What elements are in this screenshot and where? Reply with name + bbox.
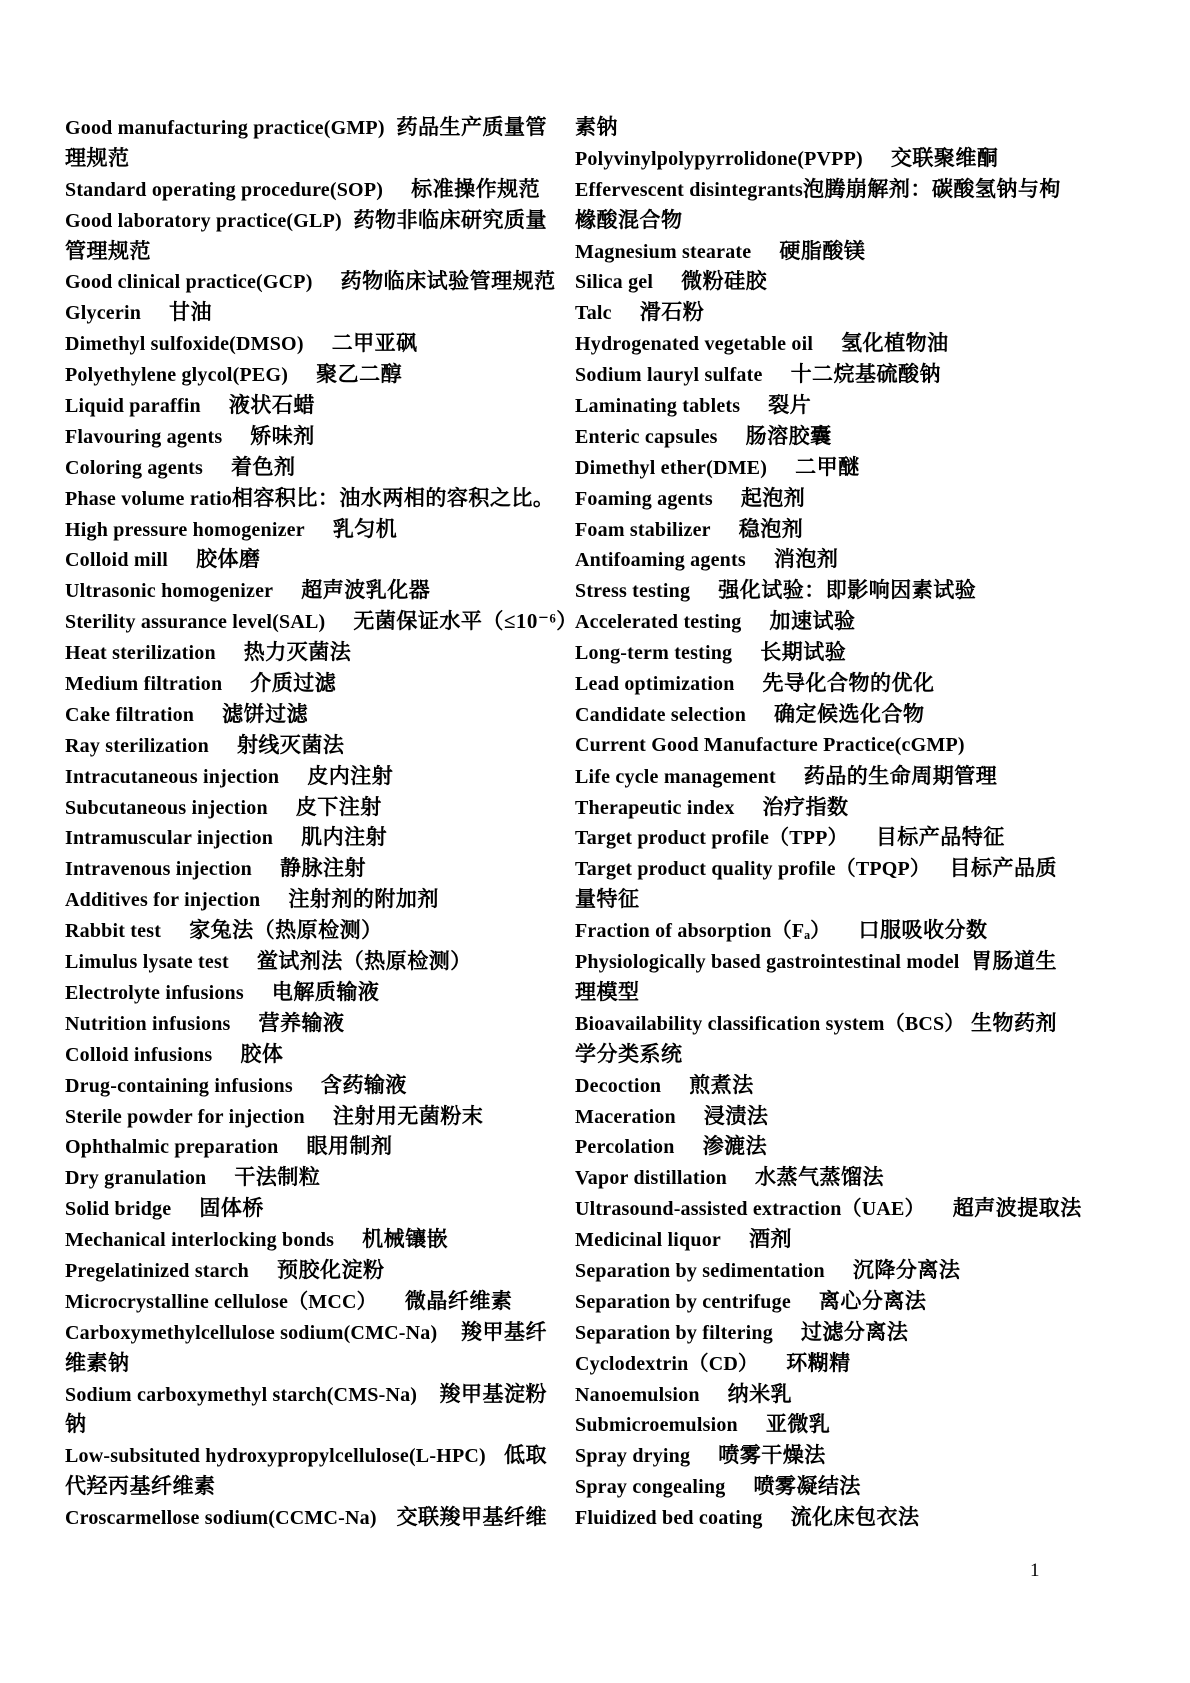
term-chinese: 橼酸混合物	[575, 207, 683, 232]
glossary-line	[575, 544, 1057, 575]
glossary-line	[575, 699, 1057, 730]
term-chinese: 超声波提取法	[952, 1196, 1082, 1221]
term-english: Ultrasound-assisted extraction（UAE）	[575, 1198, 925, 1221]
glossary-line	[65, 297, 547, 328]
term-chinese: 肠溶胶囊	[745, 423, 832, 448]
term-chinese: 长期试验	[760, 640, 847, 665]
term-chinese: 理规范	[65, 145, 130, 170]
term-chinese: 低取	[504, 1443, 547, 1468]
term-english: Colloid mill	[65, 549, 168, 572]
term-english: Separation by centrifuge	[575, 1290, 791, 1313]
term-english: Laminating tablets	[575, 395, 741, 418]
term-chinese: 乳匀机	[332, 516, 398, 541]
glossary-line	[575, 575, 1057, 606]
term-english: Cyclodextrin（CD）	[575, 1352, 759, 1375]
term-chinese: 介质过滤	[250, 671, 337, 696]
term-chinese: 相容积比：油水两相的容积之比。	[231, 485, 555, 510]
term-english: Target product profile（TPP）	[575, 827, 848, 850]
term-english: Good clinical practice(GCP)	[65, 271, 313, 294]
glossary-line	[575, 1193, 1082, 1224]
term-chinese: 裂片	[768, 393, 812, 418]
term-chinese: 酒剂	[748, 1227, 792, 1252]
term-english: Maceration	[575, 1105, 676, 1128]
glossary-line	[65, 853, 547, 884]
glossary-line	[575, 359, 1057, 390]
term-english: Therapeutic index	[575, 796, 735, 819]
glossary-line	[65, 205, 547, 236]
glossary-line	[575, 1039, 1057, 1070]
term-chinese: 甘油	[169, 300, 213, 325]
term-english: Rabbit test	[65, 920, 162, 943]
term-english: Effervescent disintegrants	[575, 178, 803, 201]
glossary-line	[65, 699, 547, 730]
term-english: Submicroemulsion	[575, 1414, 738, 1437]
glossary-line	[575, 668, 1057, 699]
term-chinese: 含药输液	[320, 1072, 407, 1097]
glossary-line	[65, 1224, 547, 1255]
term-chinese: 确定候选化合物	[774, 701, 925, 726]
glossary-line	[65, 421, 547, 452]
term-chinese: 氢化植物油	[841, 331, 949, 356]
term-chinese: 沉降分离法	[852, 1257, 961, 1282]
term-english: Accelerated testing	[575, 611, 742, 634]
glossary-line	[575, 297, 1057, 328]
glossary-line	[65, 1039, 547, 1070]
term-english: Dimethyl sulfoxide(DMSO)	[65, 333, 304, 356]
term-english: Solid bridge	[65, 1198, 172, 1221]
glossary-line	[65, 1101, 547, 1132]
term-chinese: 稳泡剂	[738, 516, 804, 541]
glossary-line	[65, 1255, 547, 1286]
term-english: Vapor distillation	[575, 1167, 727, 1190]
term-chinese: 代羟丙基纤维素	[65, 1474, 216, 1499]
term-english: Ray sterilization	[65, 734, 209, 757]
glossary-column-right	[575, 112, 1082, 1533]
term-chinese: 聚乙二醇	[316, 362, 403, 387]
term-english: Low-subsituted hydroxypropylcellulose(L-HPC)	[65, 1445, 486, 1468]
term-chinese: 注射用无菌粉末	[332, 1103, 484, 1128]
term-chinese: 矫味剂	[250, 423, 315, 448]
term-english: Cake filtration	[65, 703, 195, 726]
term-english: Medium filtration	[65, 673, 223, 696]
glossary-line	[65, 544, 547, 575]
glossary-line	[65, 822, 547, 853]
term-english: Spray congealing	[575, 1476, 726, 1499]
glossary-line	[575, 236, 1057, 267]
glossary-line	[575, 421, 1057, 452]
term-english: Sterility assurance level(SAL)	[65, 611, 326, 634]
term-chinese: 硬脂酸镁	[779, 238, 866, 263]
glossary-line	[65, 1193, 547, 1224]
glossary-line	[575, 915, 1057, 946]
glossary-line	[65, 946, 547, 977]
term-english: Intracutaneous injection	[65, 765, 280, 788]
term-english: Fluidized bed coating	[575, 1507, 763, 1530]
term-english: Ultrasonic homogenizer	[65, 580, 274, 603]
term-english: Nutrition infusions	[65, 1012, 231, 1035]
glossary-line	[65, 174, 547, 205]
glossary-line	[575, 1255, 1057, 1286]
glossary-line	[575, 1471, 1057, 1502]
glossary-line	[575, 1348, 1057, 1379]
term-english: Talc	[575, 302, 612, 325]
term-chinese: 钠	[65, 1412, 87, 1437]
term-chinese: 干法制粒	[234, 1165, 321, 1190]
term-english: Separation by filtering	[575, 1321, 773, 1344]
glossary-line	[65, 1409, 547, 1440]
glossary-line	[575, 1101, 1057, 1132]
term-chinese: 煎煮法	[689, 1072, 754, 1097]
term-english: Flavouring agents	[65, 425, 223, 448]
term-chinese: 二甲亚砜	[331, 331, 418, 356]
glossary-line	[65, 1317, 547, 1348]
term-chinese: 静脉注射	[279, 856, 366, 881]
term-english: Bioavailability classification system（BCS）	[575, 1012, 965, 1035]
glossary-line	[65, 514, 547, 545]
term-chinese: 二甲醚	[795, 454, 860, 479]
term-english: Good laboratory practice(GLP)	[65, 209, 342, 232]
glossary-line	[575, 761, 1057, 792]
glossary-columns	[65, 112, 1082, 1533]
term-chinese: 家兔法（热原检测）	[189, 918, 383, 943]
term-english: Decoction	[575, 1074, 662, 1097]
glossary-column-left	[65, 112, 578, 1533]
term-chinese: 过滤分离法	[800, 1319, 909, 1344]
term-chinese: 生物药剂	[971, 1010, 1057, 1035]
term-chinese: 水蒸气蒸馏法	[754, 1165, 884, 1190]
term-chinese: 加速试验	[769, 609, 856, 634]
term-chinese: 理模型	[575, 979, 640, 1004]
term-english: Physiologically based gastrointestinal model	[575, 951, 960, 974]
glossary-line	[575, 1440, 1057, 1471]
glossary-line	[575, 1162, 1057, 1193]
term-chinese: 目标产品质	[949, 856, 1057, 881]
glossary-line	[65, 606, 578, 637]
term-english: Target product quality profile（TPQP）	[575, 858, 931, 881]
glossary-line	[65, 1070, 547, 1101]
term-english: Drug-containing infusions	[65, 1074, 293, 1097]
glossary-line	[575, 452, 1057, 483]
term-chinese: 营养输液	[258, 1010, 345, 1035]
term-chinese: 管理规范	[65, 238, 151, 263]
term-english: Polyvinylpolypyrrolidone(PVPP)	[575, 147, 863, 170]
glossary-line	[575, 1286, 1057, 1317]
glossary-line	[65, 1348, 547, 1379]
glossary-line	[65, 792, 547, 823]
term-english: Sodium carboxymethyl starch(CMS-Na)	[65, 1383, 418, 1406]
glossary-line	[575, 483, 1057, 514]
term-english: Phase volume ratio	[65, 487, 232, 510]
glossary-line	[575, 1409, 1057, 1440]
term-chinese: 目标产品特征	[875, 825, 1005, 850]
glossary-line	[575, 1224, 1057, 1255]
term-english: Mechanical interlocking bonds	[65, 1229, 335, 1252]
glossary-line	[65, 266, 556, 297]
term-chinese: 胶体磨	[195, 547, 261, 572]
term-english: Silica gel	[575, 271, 654, 294]
term-chinese: 眼用制剂	[306, 1134, 393, 1159]
term-english: Heat sterilization	[65, 642, 216, 665]
glossary-line	[65, 1471, 547, 1502]
glossary-line	[575, 174, 1061, 205]
glossary-line	[575, 977, 1057, 1008]
glossary-line	[65, 390, 547, 421]
term-chinese: 皮下注射	[295, 794, 382, 819]
glossary-line	[65, 1502, 547, 1533]
term-english: Antifoaming agents	[575, 549, 746, 572]
term-chinese: 交联聚维酮	[890, 145, 999, 170]
term-chinese: 维素钠	[65, 1350, 130, 1375]
term-english: Nanoemulsion	[575, 1383, 700, 1406]
term-chinese: 浸渍法	[703, 1103, 769, 1128]
term-english: Stress testing	[575, 580, 691, 603]
glossary-line	[575, 205, 1057, 236]
term-english: Electrolyte infusions	[65, 981, 244, 1004]
glossary-line	[575, 112, 1057, 143]
term-chinese: 滑石粉	[639, 300, 705, 325]
term-chinese: 亚微乳	[765, 1412, 831, 1437]
term-chinese: 预胶化淀粉	[276, 1257, 385, 1282]
glossary-line	[575, 1070, 1057, 1101]
term-chinese: 药物临床试验管理规范	[340, 269, 556, 294]
glossary-line	[65, 359, 547, 390]
term-chinese: 先导化合物的优化	[762, 671, 935, 696]
term-chinese: 无菌保证水平（≤10⁻⁶）	[353, 609, 578, 634]
glossary-line	[65, 884, 547, 915]
glossary-line	[65, 1008, 547, 1039]
term-chinese: 量特征	[575, 887, 640, 912]
term-english: Carboxymethylcellulose sodium(CMC-Na)	[65, 1321, 438, 1344]
term-chinese: 微晶纤维素	[404, 1288, 513, 1313]
glossary-line	[65, 1286, 547, 1317]
term-chinese: 微粉硅胶	[681, 269, 768, 294]
glossary-line	[575, 328, 1057, 359]
term-english: High pressure homogenizer	[65, 518, 305, 541]
term-english: Medicinal liquor	[575, 1229, 721, 1252]
term-chinese: 口服吸收分数	[858, 918, 988, 943]
term-chinese: 射线灭菌法	[236, 732, 345, 757]
term-chinese: 消泡剂	[773, 547, 839, 572]
term-chinese: 肌内注射	[301, 825, 388, 850]
term-chinese: 十二烷基硫酸钠	[790, 362, 942, 387]
term-chinese: 注射剂的附加剂	[288, 887, 439, 912]
term-chinese: 超声波乳化器	[301, 578, 431, 603]
term-english: Fraction of absorption（Fₐ）	[575, 920, 831, 943]
term-english: Foam stabilizer	[575, 518, 711, 541]
term-english: Percolation	[575, 1136, 675, 1159]
term-english: Croscarmellose sodium(CCMC-Na)	[65, 1507, 377, 1530]
term-english: Standard operating procedure(SOP)	[65, 178, 384, 201]
term-english: Colloid infusions	[65, 1043, 213, 1066]
glossary-line	[575, 1008, 1057, 1039]
term-english: Lead optimization	[575, 673, 735, 696]
term-chinese: 电解质输液	[271, 979, 380, 1004]
term-english: Separation by sedimentation	[575, 1259, 825, 1282]
glossary-line	[65, 977, 547, 1008]
term-chinese: 药品的生命周期管理	[803, 763, 998, 788]
term-chinese: 固体桥	[199, 1196, 264, 1221]
term-chinese: 机械镶嵌	[362, 1227, 449, 1252]
term-english: Glycerin	[65, 302, 142, 325]
term-english: Dimethyl ether(DME)	[575, 456, 768, 479]
term-chinese: 标准操作规范	[411, 176, 541, 201]
term-english: Intravenous injection	[65, 858, 252, 881]
term-english: Limulus lysate test	[65, 951, 229, 974]
glossary-line	[575, 514, 1057, 545]
glossary-line	[575, 853, 1057, 884]
term-english: Long-term testing	[575, 642, 733, 665]
term-chinese: 羧甲基淀粉	[439, 1381, 547, 1406]
term-chinese: 流化床包衣法	[790, 1505, 920, 1530]
term-english: Enteric capsules	[575, 425, 718, 448]
term-english: Current Good Manufacture Practice(cGMP)	[575, 733, 965, 756]
term-chinese: 起泡剂	[740, 485, 806, 510]
term-chinese: 鲎试剂法（热原检测）	[256, 949, 472, 974]
term-chinese: 胶体	[240, 1041, 284, 1066]
term-english: Life cycle management	[575, 765, 776, 788]
glossary-line	[65, 236, 547, 267]
term-english: Polyethylene glycol(PEG)	[65, 364, 289, 387]
term-chinese: 泡腾崩解剂：碳酸氢钠与枸	[802, 176, 1061, 201]
term-chinese: 胃肠道生	[971, 949, 1057, 974]
term-english: Dry granulation	[65, 1167, 207, 1190]
glossary-line	[575, 1379, 1057, 1410]
glossary-line	[65, 1131, 547, 1162]
glossary-line	[65, 1379, 547, 1410]
term-chinese: 喷雾凝结法	[753, 1474, 861, 1499]
term-chinese: 着色剂	[231, 454, 296, 479]
page-number: 1	[1030, 1560, 1040, 1581]
term-chinese: 药物非临床研究质量	[353, 207, 547, 232]
glossary-line	[575, 730, 1057, 761]
glossary-line	[65, 143, 547, 174]
term-chinese: 交联羧甲基纤维	[396, 1505, 547, 1530]
term-english: Candidate selection	[575, 703, 747, 726]
term-english: Ophthalmic preparation	[65, 1136, 279, 1159]
glossary-line	[575, 1502, 1057, 1533]
term-english: Sterile powder for injection	[65, 1105, 305, 1128]
term-english: Hydrogenated vegetable oil	[575, 333, 814, 356]
term-english: Spray drying	[575, 1445, 691, 1468]
glossary-line	[575, 822, 1057, 853]
glossary-line	[575, 946, 1057, 977]
term-chinese: 渗漉法	[702, 1134, 768, 1159]
term-chinese: 纳米乳	[727, 1381, 793, 1406]
term-chinese: 液状石蜡	[228, 393, 315, 418]
glossary-line	[65, 328, 547, 359]
term-chinese: 皮内注射	[307, 763, 394, 788]
term-english: Foaming agents	[575, 487, 713, 510]
glossary-line	[575, 266, 1057, 297]
term-english: Good manufacturing practice(GMP)	[65, 117, 385, 139]
term-english: Additives for injection	[65, 889, 261, 912]
term-chinese: 羧甲基纤	[461, 1319, 547, 1344]
term-chinese: 学分类系统	[575, 1041, 683, 1066]
term-chinese: 离心分离法	[818, 1288, 927, 1313]
term-english: Liquid paraffin	[65, 395, 201, 418]
glossary-line	[65, 1162, 547, 1193]
term-english: Magnesium stearate	[575, 240, 752, 263]
glossary-line	[575, 143, 1057, 174]
glossary-line	[65, 483, 555, 514]
term-english: Pregelatinized starch	[65, 1259, 249, 1282]
term-chinese: 治疗指数	[762, 794, 849, 819]
term-chinese: 喷雾干燥法	[718, 1443, 826, 1468]
term-chinese: 强化试验：即影响因素试验	[718, 578, 977, 603]
glossary-line	[575, 390, 1057, 421]
glossary-line	[65, 1440, 547, 1471]
glossary-line	[65, 575, 547, 606]
glossary-line	[575, 606, 1057, 637]
glossary-line	[575, 1317, 1057, 1348]
glossary-line	[65, 637, 547, 668]
glossary-line	[65, 452, 547, 483]
glossary-line	[575, 792, 1057, 823]
glossary-line	[65, 915, 547, 946]
term-english: Subcutaneous injection	[65, 796, 268, 819]
term-english: Intramuscular injection	[65, 827, 274, 850]
term-chinese: 环糊精	[786, 1350, 851, 1375]
term-chinese: 热力灭菌法	[243, 640, 352, 665]
glossary-line	[65, 730, 547, 761]
term-chinese: 素钠	[575, 115, 618, 139]
term-english: Sodium lauryl sulfate	[575, 364, 763, 387]
term-chinese: 滤饼过滤	[222, 701, 309, 726]
glossary-line	[575, 884, 1057, 915]
glossary-line	[575, 637, 1057, 668]
glossary-line	[65, 668, 547, 699]
term-english: Microcrystalline cellulose（MCC）	[65, 1290, 377, 1313]
glossary-line	[65, 761, 547, 792]
term-english: Coloring agents	[65, 456, 203, 479]
glossary-line	[65, 112, 547, 143]
term-chinese: 药品生产质量管	[396, 115, 547, 139]
glossary-line	[575, 1131, 1057, 1162]
